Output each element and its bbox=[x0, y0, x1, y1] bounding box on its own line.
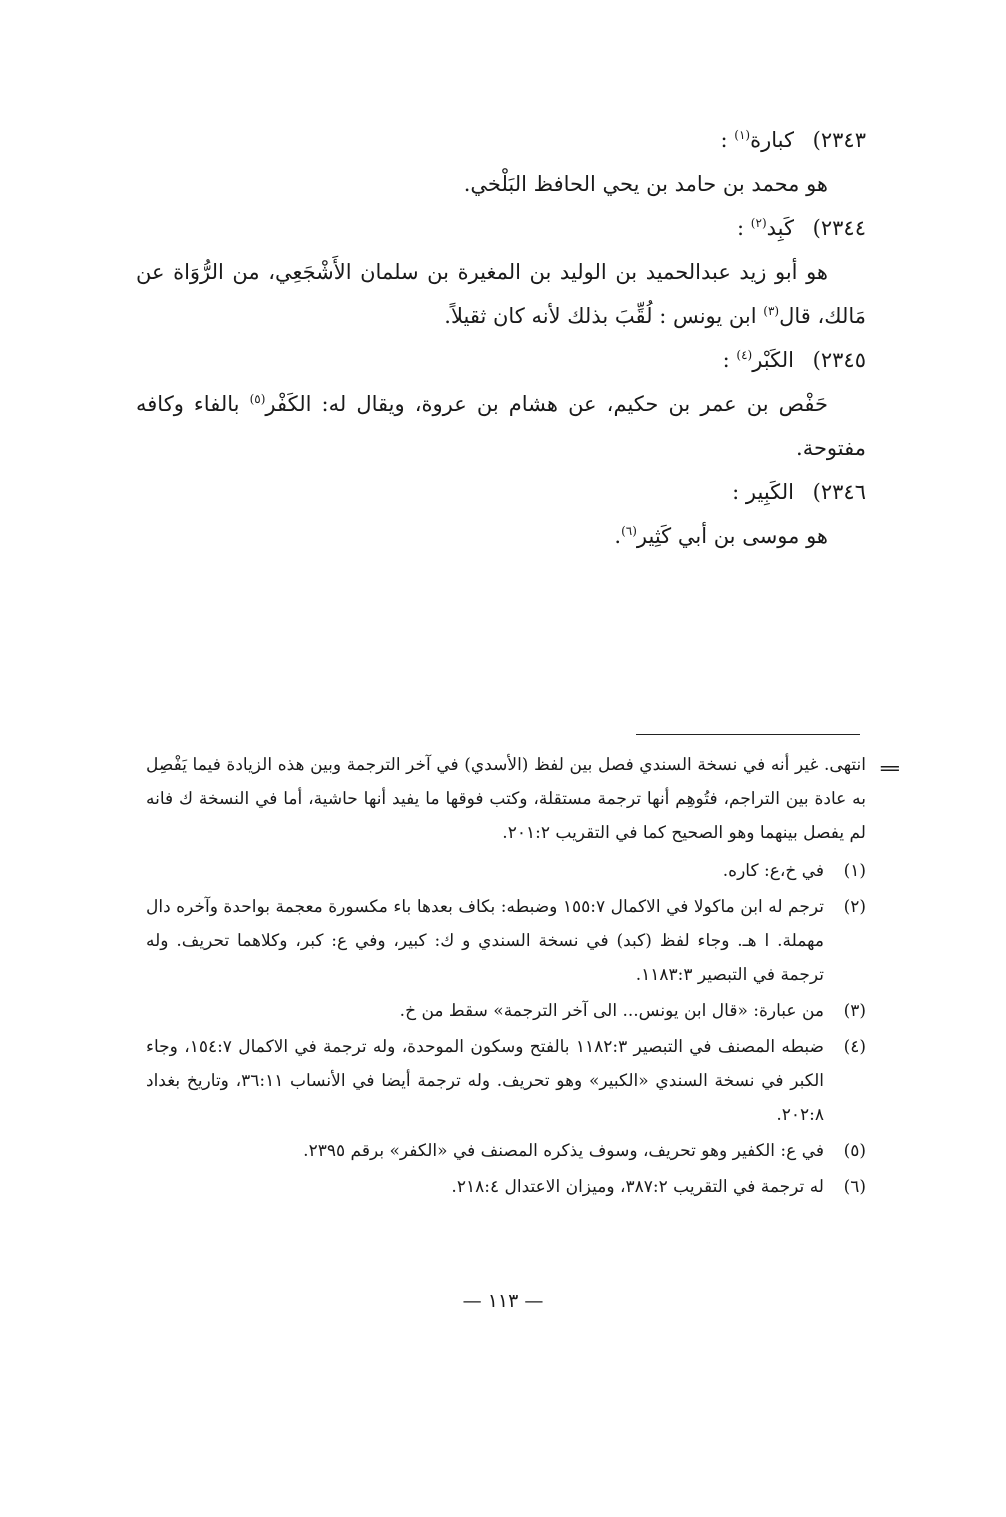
entry-2344 bbox=[136, 206, 866, 338]
footnote-ref[interactable]: (٣) bbox=[763, 304, 780, 318]
footnote-separator bbox=[636, 734, 860, 735]
footnote-number: (٥) bbox=[843, 1141, 866, 1161]
entry-body-text: حَفْص بن عمر بن حكيم، عن هشام بن عروة، ويقال له: الكَفْر bbox=[265, 392, 828, 416]
entry-body bbox=[136, 514, 866, 558]
entry-body-text: ابن يونس : لُقِّبَ بذلك لأنه كان ثقيلاً. bbox=[444, 304, 764, 328]
entry-title: الكَبْر bbox=[752, 348, 794, 372]
entry-heading bbox=[136, 338, 866, 382]
footnote-text: له ترجمة في التقريب ٣٨٧:٢، وميزان الاعتدال ٢١٨:٤. bbox=[451, 1177, 824, 1197]
entry-2343 bbox=[136, 118, 866, 206]
footnote-text: في ع: الكفير وهو تحريف، وسوف يذكره المصنف في «الكفر» برقم ٢٣٩٥. bbox=[303, 1141, 824, 1161]
footnote-continuation: انتهى. غير أنه في نسخة السندي فصل بين لفظ (الأسدي) في آخر الترجمة وبين هذه الزيادة فيما يَفْصِل به عادة بين التراجم، فتُوهِم أنها ترجمة مستقلة، وكتب فوقها ما يفيد أنها حاشية، أما في النسخة ك فانه لم يفصل بينهما وهو الصحيح كما في التقريب ٢٠١:٢. bbox=[146, 755, 866, 843]
footnote-number: (٢) bbox=[843, 897, 866, 917]
page-number: — ١١٣ — bbox=[462, 1290, 544, 1312]
entry-colon: : bbox=[732, 480, 746, 504]
footnote-ref[interactable]: (٢) bbox=[750, 216, 767, 230]
continuation-mark: == bbox=[880, 758, 898, 779]
entry-colon: : bbox=[737, 216, 751, 240]
entry-2345 bbox=[136, 338, 866, 470]
footnote-text: من عبارة: «قال ابن يونس... الى آخر الترجمة» سقط من خ. bbox=[399, 1001, 824, 1021]
entry-colon: : bbox=[720, 128, 735, 152]
footnote-number: (٤) bbox=[843, 1037, 866, 1057]
footnote-1 bbox=[146, 854, 866, 888]
footnote-number: (٣) bbox=[843, 1001, 866, 1021]
entry-body: هو محمد بن حامد بن يحي الحافظ البَلْخي. bbox=[463, 172, 828, 196]
footnote-4 bbox=[146, 1030, 866, 1132]
main-text bbox=[136, 118, 866, 558]
entry-number: ٢٣٤٥) bbox=[812, 348, 866, 372]
footnote-text: ترجم له ابن ماكولا في الاكمال ١٥٥:٧ وضبطه: بكاف بعدها باء مكسورة معجمة بواحدة وآخره دال مهملة. ا هـ. وجاء لفظ (كبد) في نسخة السندي و ك: كبير، وفي ع: كبر، وكلاهما تحريف. وله ترجمة في التبصير ١١٨٣:٣. bbox=[146, 897, 824, 985]
entry-body-text: هو موسى بن أبي كَثِير bbox=[636, 524, 828, 548]
footnote-6 bbox=[146, 1170, 866, 1204]
footnote-number: (٦) bbox=[843, 1177, 866, 1197]
entry-heading bbox=[136, 206, 866, 250]
entry-body-text: هو أبو زيد عبدالحميد بن الوليد بن المغيرة بن سلمان الأَشْجَعِي، من الرُّوَاة عن مَالك، قال bbox=[136, 260, 866, 328]
entry-heading bbox=[136, 470, 866, 514]
footnote-2 bbox=[146, 890, 866, 992]
entry-title: كَبِد bbox=[766, 216, 794, 240]
entry-number: ٢٣٤٣) bbox=[812, 128, 866, 152]
footnote-5 bbox=[146, 1134, 866, 1168]
entry-heading bbox=[136, 118, 866, 162]
entry-title: الكَبِير bbox=[745, 480, 794, 504]
footnote-ref[interactable]: (٤) bbox=[736, 348, 753, 362]
entry-body bbox=[136, 382, 866, 470]
footnote-number: (١) bbox=[843, 861, 866, 881]
footnote-ref[interactable]: (٦) bbox=[621, 524, 637, 538]
footnotes-section bbox=[146, 748, 866, 1206]
footnote-ref[interactable]: (٥) bbox=[249, 392, 266, 406]
entry-body-text: بالفاء وكافه مفتوحة. bbox=[136, 392, 866, 460]
footnote-text: ضبطه المصنف في التبصير ١١٨٢:٣ بالفتح وسكون الموحدة، وله ترجمة في الاكمال ١٥٤:٧، وجاء الكبر في نسخة السندي «الكبير» وهو تحريف. وله ترجمة أيضا في الأنساب ٣٦:١١، وتاريخ بغداد ٢٠٢:٨. bbox=[146, 1037, 824, 1125]
entry-colon: : bbox=[722, 348, 737, 372]
entry-body-text: . bbox=[614, 524, 622, 548]
footnote-ref[interactable]: (١) bbox=[734, 128, 751, 142]
entry-body bbox=[136, 250, 866, 338]
entry-number: ٢٣٤٦) bbox=[812, 480, 866, 504]
footnote-text: في خ،ع: كاره. bbox=[722, 861, 824, 881]
entry-2346 bbox=[136, 470, 866, 558]
entry-title: كبارة bbox=[750, 128, 794, 152]
entry-number: ٢٣٤٤) bbox=[812, 216, 866, 240]
footnote-3 bbox=[146, 994, 866, 1028]
